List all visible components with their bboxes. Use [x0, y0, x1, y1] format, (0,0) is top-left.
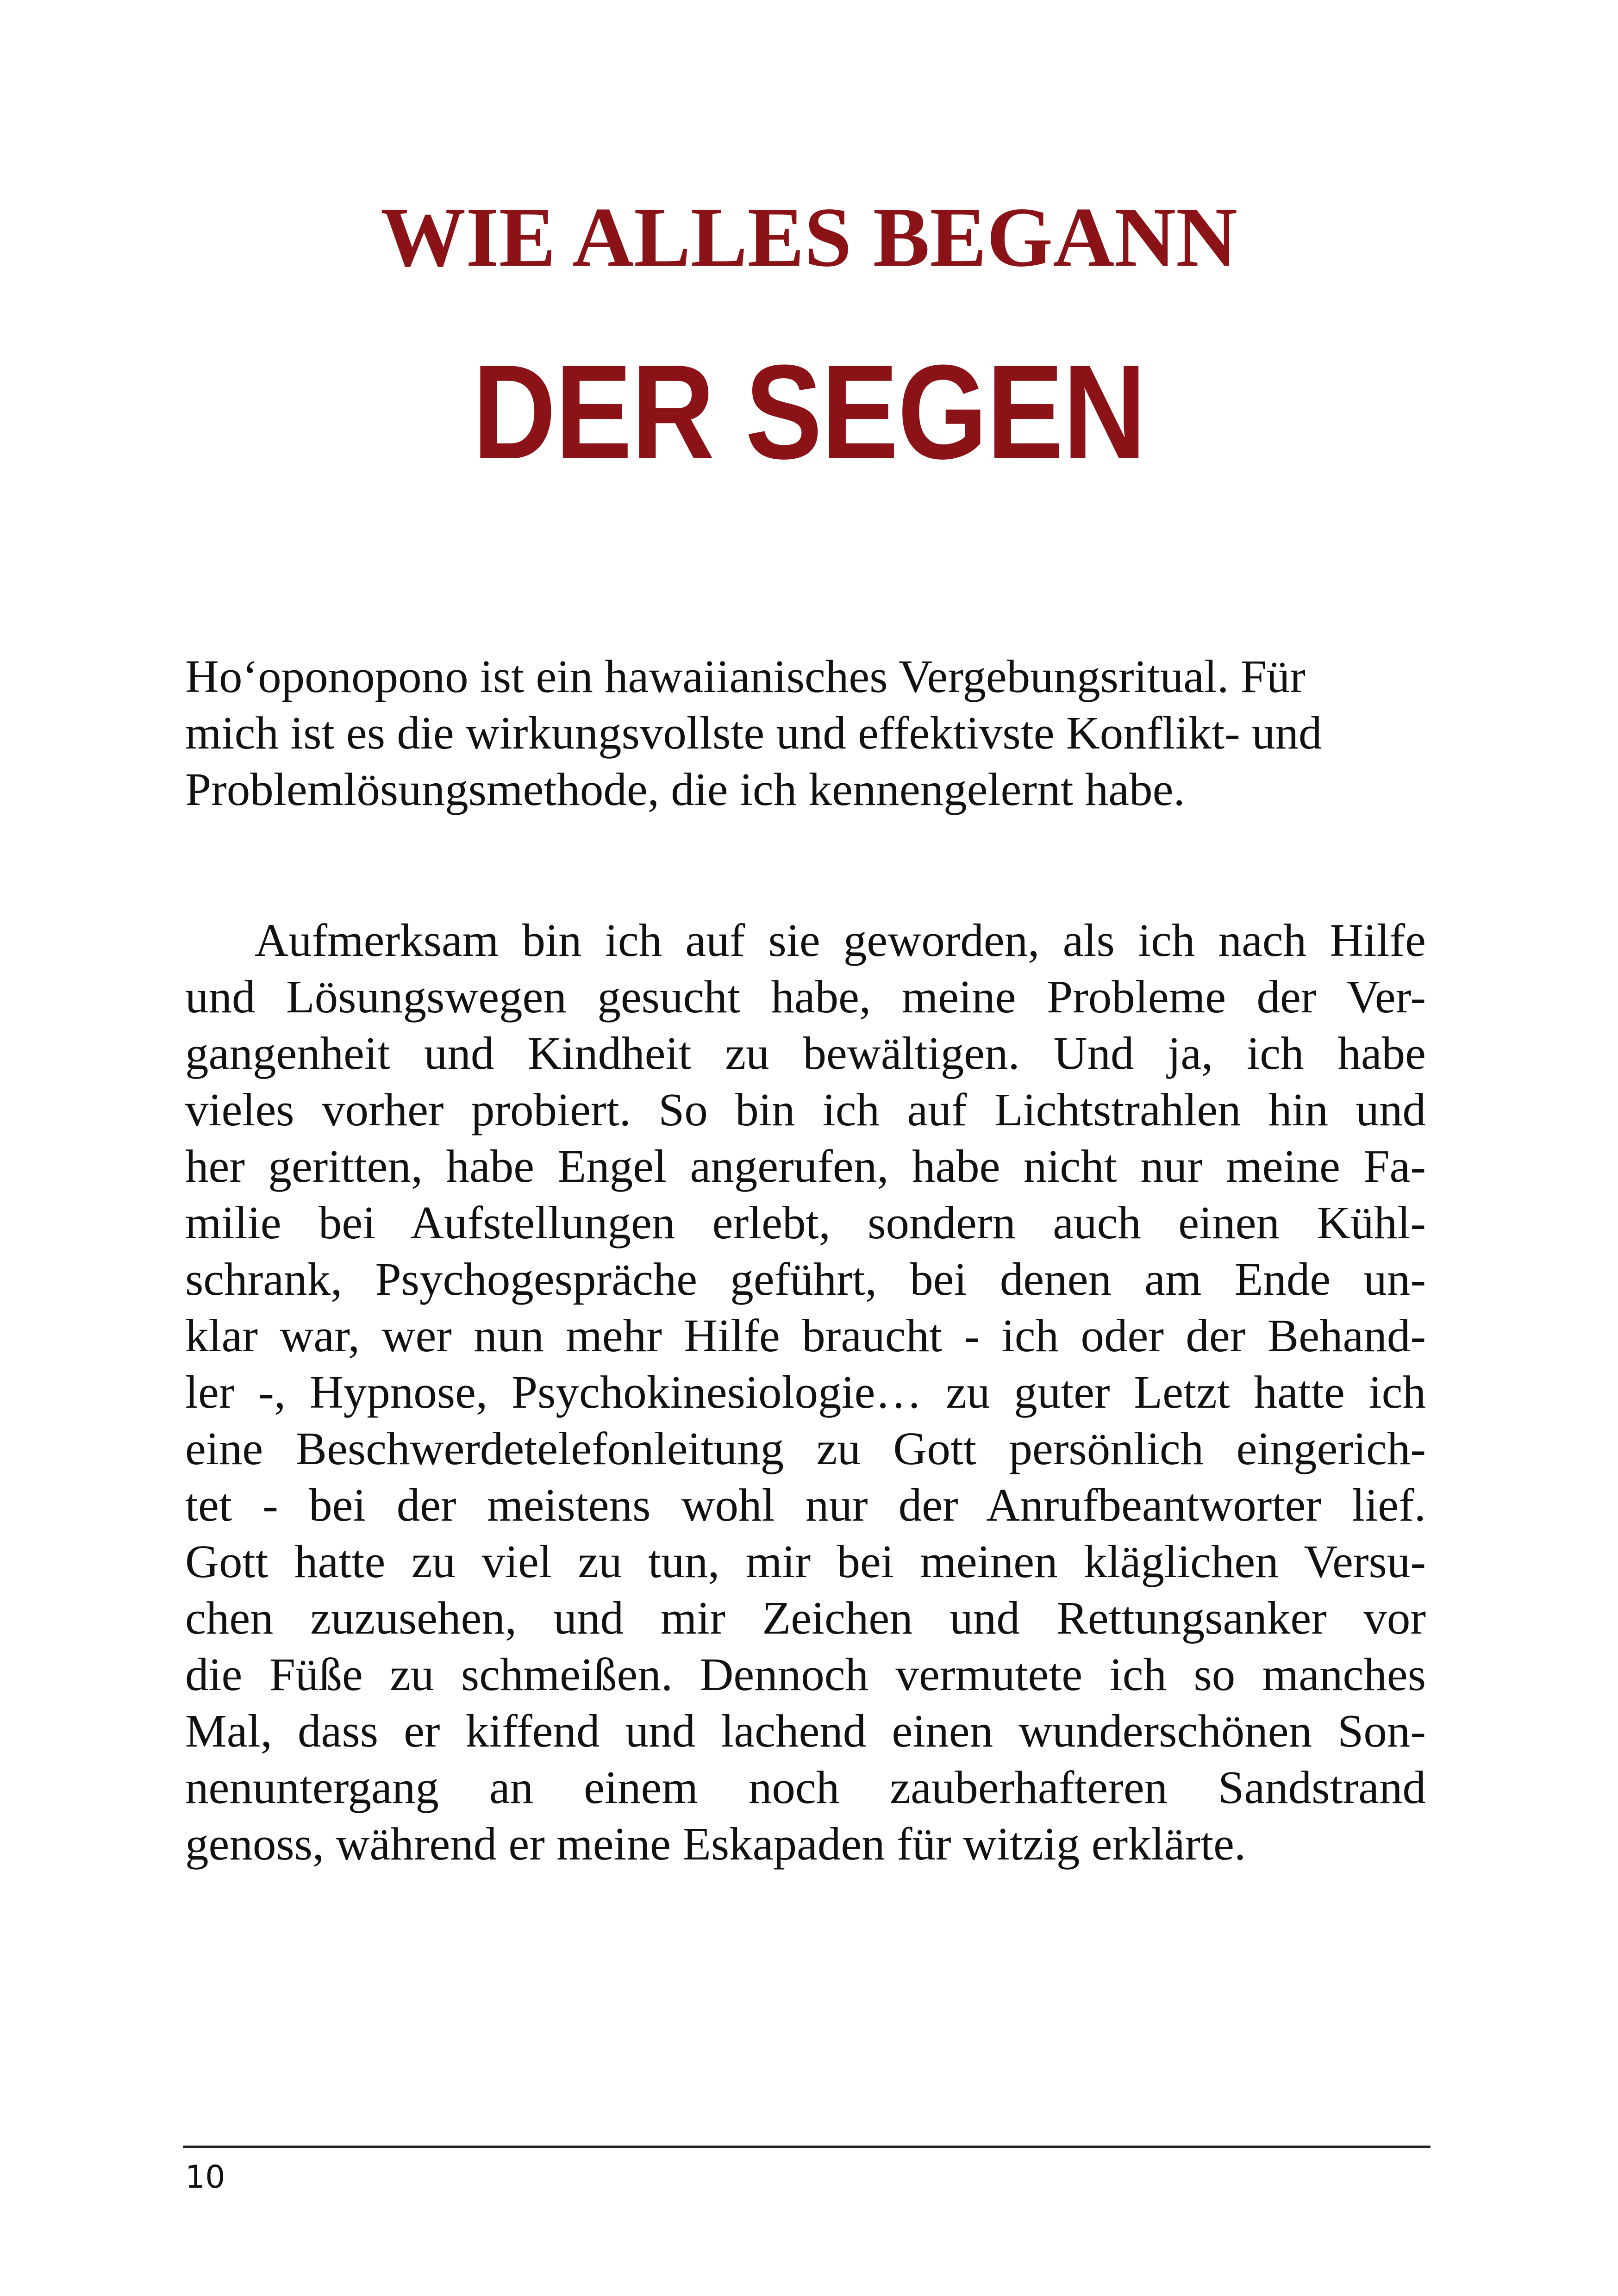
text-line: gangenheit und Kindheit zu bewältigen. Und ja, ich habe: [185, 1027, 1426, 1079]
page-number: 10: [185, 2159, 225, 2196]
chapter-kicker: WIE ALLES BEGANN: [381, 190, 1237, 284]
text-line: Aufmerksam bin ich auf sie geworden, als ich nach Hilfe: [255, 914, 1426, 966]
text-line: schrank, Psychogespräche geführt, bei denen am Ende un-: [185, 1253, 1426, 1305]
text-line: genoss, während er meine Eskapaden für witzig erklärte.: [185, 1818, 1246, 1870]
text-line: milie bei Aufstellungen erlebt, sondern auch einen Kühl-: [185, 1197, 1426, 1248]
text-line: und Lösungswegen gesucht habe, meine Probleme der Ver-: [185, 971, 1426, 1023]
text-line: her geritten, habe Engel angerufen, habe nicht nur meine Fa-: [185, 1140, 1426, 1192]
text-line: Gott hatte zu viel zu tun, mir bei meinen kläglichen Versu-: [185, 1535, 1426, 1587]
text-line: vieles vorher probiert. So bin ich auf Lichtstrahlen hin und: [185, 1084, 1426, 1136]
text-line: tet - bei der meistens wohl nur der Anrufbeantworter lief.: [185, 1479, 1426, 1531]
footer-divider: [183, 2146, 1431, 2148]
intro-paragraph: [185, 648, 1426, 817]
text-line: ler -, Hypnose, Psychokinesiologie… zu guter Letzt hatte ich: [185, 1366, 1426, 1418]
text-line: Problemlösungsmethode, die ich kennengelernt habe.: [185, 763, 1185, 815]
text-line: nenuntergang an einem noch zauberhafteren Sandstrand: [185, 1761, 1426, 1813]
text-line: eine Beschwerdetelefonleitung zu Gott persönlich eingerich-: [185, 1423, 1426, 1474]
text-line: mich ist es die wirkungsvollste und effektivste Konflikt- und: [185, 707, 1322, 759]
text-line: Mal, dass er kiffend und lachend einen wunderschönen Son-: [185, 1705, 1426, 1757]
story-paragraph: [185, 912, 1426, 1872]
text-line: klar war, wer nun mehr Hilfe braucht - ich oder der Behand-: [185, 1310, 1426, 1361]
text-line: die Füße zu schmeißen. Dennoch vermutete ich so manches: [185, 1648, 1426, 1700]
text-line: Ho‘oponopono ist ein hawaiianisches Vergebungsritual. Für: [185, 650, 1306, 702]
text-line: chen zuzusehen, und mir Zeichen und Rettungsanker vor: [185, 1592, 1426, 1644]
chapter-title: DER SEGEN: [472, 337, 1146, 487]
